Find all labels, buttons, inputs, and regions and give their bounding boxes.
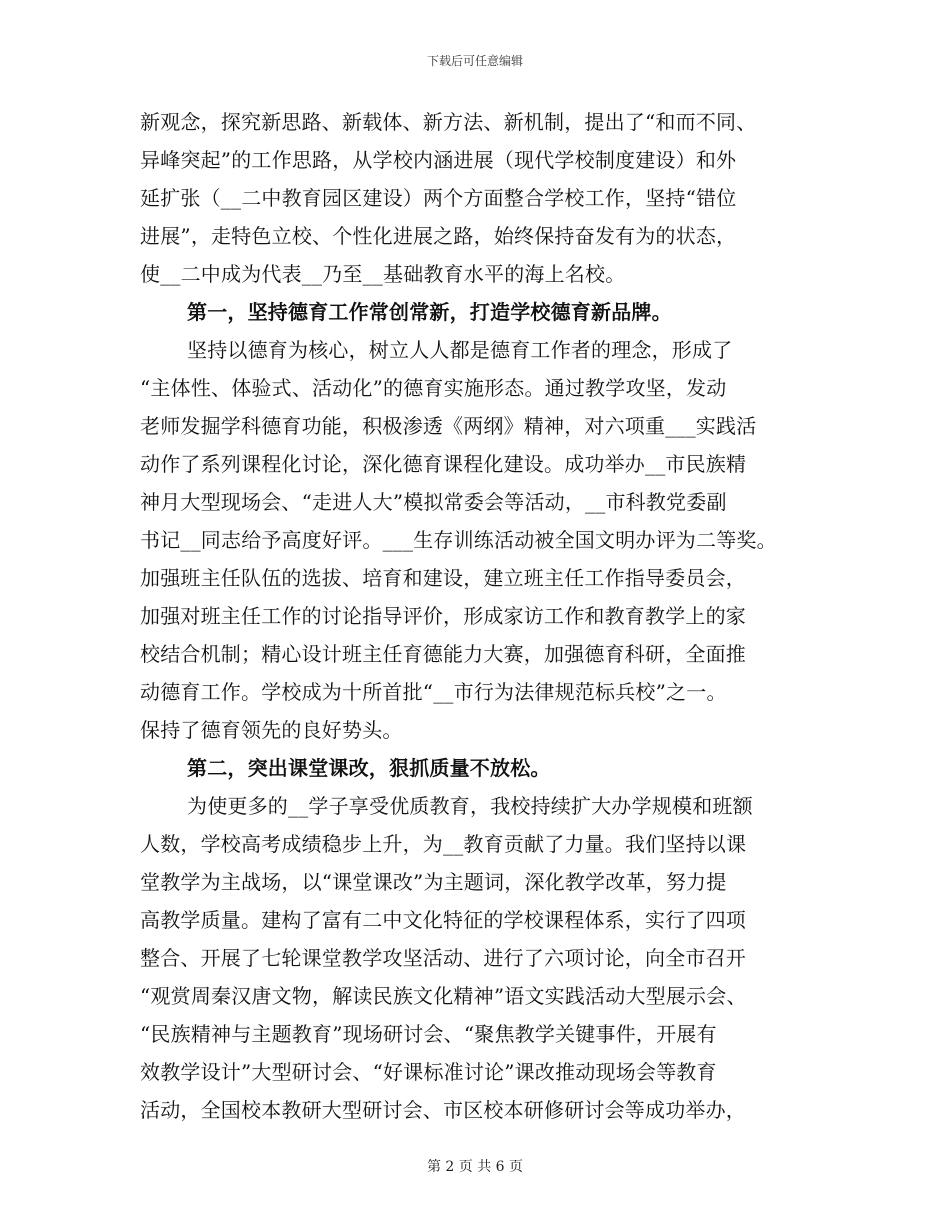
text-line: 保持了德育领先的良好势头。 <box>140 718 403 742</box>
text-line: 加强班主任队伍的选拔、培育和建设，建立班主任工作指导委员会， <box>140 566 746 590</box>
text-line: “民族精神与主题教育”现场研讨会、“聚焦教学关键事件，开展有 <box>140 1022 717 1046</box>
section-heading-2: 第二，突出课堂课改，狠抓质量不放松。 <box>187 756 551 780</box>
text-line: 新观念，探究新思路、新载体、新方法、新机制，提出了“和而不同、 <box>140 110 757 134</box>
text-line: 老师发掘学科德育功能，积极渗透《两纲》精神，对六项重___实践活 <box>140 414 757 438</box>
page-footer: 第 2 页 共 6 页 <box>426 1159 524 1175</box>
body-text <box>140 103 830 1129</box>
text-line: 进展”，走特色立校、个性化进展之路，始终保持奋发有为的状态， <box>140 224 737 248</box>
text-line: 神月大型现场会、“走进人大”模拟常委会等活动，__市科教党委副 <box>140 490 727 514</box>
text-line: 使__二中成为代表__乃至__基础教育水平的海上名校。 <box>140 262 626 286</box>
text-line: 为使更多的__学子享受优质教育，我校持续扩大办学规模和班额 <box>187 794 753 818</box>
text-line: 书记__同志给予高度好评。___生存训练活动被全国文明办评为二等奖。 <box>140 528 777 552</box>
text-line: 整合、开展了七轮课堂教学攻坚活动、进行了六项讨论，向全市召开 <box>140 946 746 970</box>
text-line: 延扩张（__二中教育园区建设）两个方面整合学校工作，坚持“错位 <box>140 186 737 210</box>
text-line: 加强对班主任工作的讨论指导评价，形成家访工作和教育教学上的家 <box>140 604 746 628</box>
text-line: 异峰突起”的工作思路，从学校内涵进展（现代学校制度建设）和外 <box>140 148 737 172</box>
section-heading-1: 第一，坚持德育工作常创常新，打造学校德育新品牌。 <box>187 300 672 324</box>
text-line: “主体性、体验式、活动化”的德育实施形态。通过教学攻坚，发动 <box>140 376 727 400</box>
text-line: 坚持以德育为核心，树立人人都是德育工作者的理念，形成了 <box>187 338 733 362</box>
text-line: 效教学设计”大型研讨会、“好课标准讨论”课改推动现场会等教育 <box>140 1060 717 1084</box>
text-line: 堂教学为主战场，以“课堂课改”为主题词，深化教学改革，努力提 <box>140 870 727 894</box>
text-line: 高教学质量。建构了富有二中文化特征的学校课程体系，实行了四项 <box>140 908 746 932</box>
text-line: 人数，学校高考成绩稳步上升，为__教育贡献了力量。我们坚持以课 <box>140 832 747 856</box>
page-header: 下载后可任意编辑 <box>426 54 523 68</box>
text-line: 动德育工作。学校成为十所首批“__市行为法律规范标兵校”之一。 <box>140 680 727 704</box>
text-line: 活动，全国校本教研大型研讨会、市区校本研修研讨会等成功举办， <box>140 1098 746 1122</box>
text-line: 校结合机制；精心设计班主任育德能力大赛，加强德育科研，全面推 <box>140 642 746 666</box>
text-line: 动作了系列课程化讨论，深化德育课程化建设。成功举办__市民族精 <box>140 452 747 476</box>
text-line: “观赏周秦汉唐文物，解读民族文化精神”语文实践活动大型展示会、 <box>140 984 747 1008</box>
